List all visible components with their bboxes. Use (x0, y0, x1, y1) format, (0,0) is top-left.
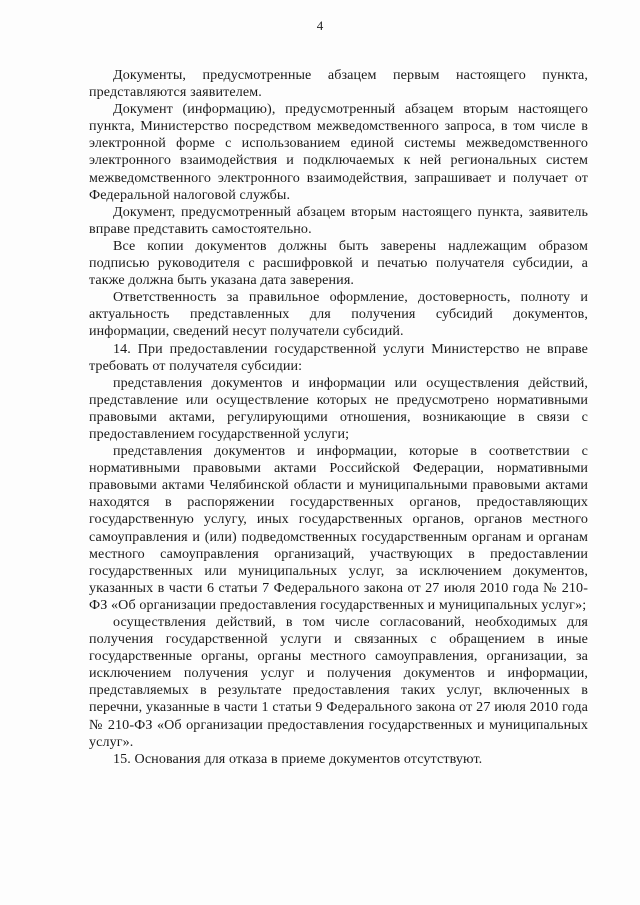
page-number: 4 (316, 18, 324, 33)
paragraph-10: 15. Основания для отказа в приеме документов отсутствуют. (113, 750, 483, 767)
paragraph-1: Документы, предусмотренные абзацем первым настоящего пункта, представляются заявителем. (89, 67, 588, 101)
paragraph-4: Все копии документов должны быть заверены надлежащим образом подписью руководителя с расшифровкой и печатью получателя субсидии, а также должна быть указана дата заверения. (89, 237, 588, 289)
document-body (89, 67, 588, 768)
paragraph-3: Документ, предусмотренный абзацем вторым настоящего пункта, заявитель вправе представить самостоятельно. (89, 203, 588, 237)
paragraph-7: представления документов и информации или осуществления действий, представление или осуществление которых не предусмотрено нормативными правовыми актами, регулирующими отношения, возникающие в связи с предоставлением государственной услуги; (89, 374, 588, 442)
paragraph-5: Ответственность за правильное оформление, достоверность, полноту и актуальность представленных для получения субсидий документов, информации, сведений несут получатели субсидий. (89, 289, 588, 340)
paragraph-8: представления документов и информации, которые в соответствии с нормативными правовыми актами Российской Федерации, нормативными правовыми актами Челябинской области и муниципальными правовыми актами находятся в распоряжении государственных органов, предоставляющих государственную услугу, иных государственных органов, органов местного самоуправления и (или) подведомственных государственным органам и органам местного самоуправления организаций, участвующих в предоставлении государственных или муниципальных услуг, за исключением документов, указанных в части 6 статьи 7 Федерального закона от 27 июля 2010 года № 210-ФЗ «Об организации предоставления государственных и муниципальных услуг»; (89, 443, 588, 613)
paragraph-9: осуществления действий, в том числе согласований, необходимых для получения государственной услуги и связанных с обращением в иные государственные органы, органы местного самоуправления, организации, за исключением получения услуг и получения документов и информации, представляемых в результате предоставления таких услуг, включенных в перечни, указанные в части 1 статьи 9 Федерального закона от 27 июля 2010 года № 210-ФЗ «Об организации предоставления государственных и муниципальных услуг». (89, 614, 588, 750)
paragraph-2: Документ (информацию), предусмотренный абзацем вторым настоящего пункта, Министерство посредством межведомственного запроса, в том числе в электронной форме с использованием единой системы межведомственного электронного взаимодействия и подключаемых к ней региональных систем межведомственного электронного взаимодействия, запрашивает и получает от Федеральной налоговой службы. (89, 101, 588, 203)
paragraph-6: 14. При предоставлении государственной услуги Министерство не вправе требовать от получателя субсидии: (89, 340, 588, 374)
